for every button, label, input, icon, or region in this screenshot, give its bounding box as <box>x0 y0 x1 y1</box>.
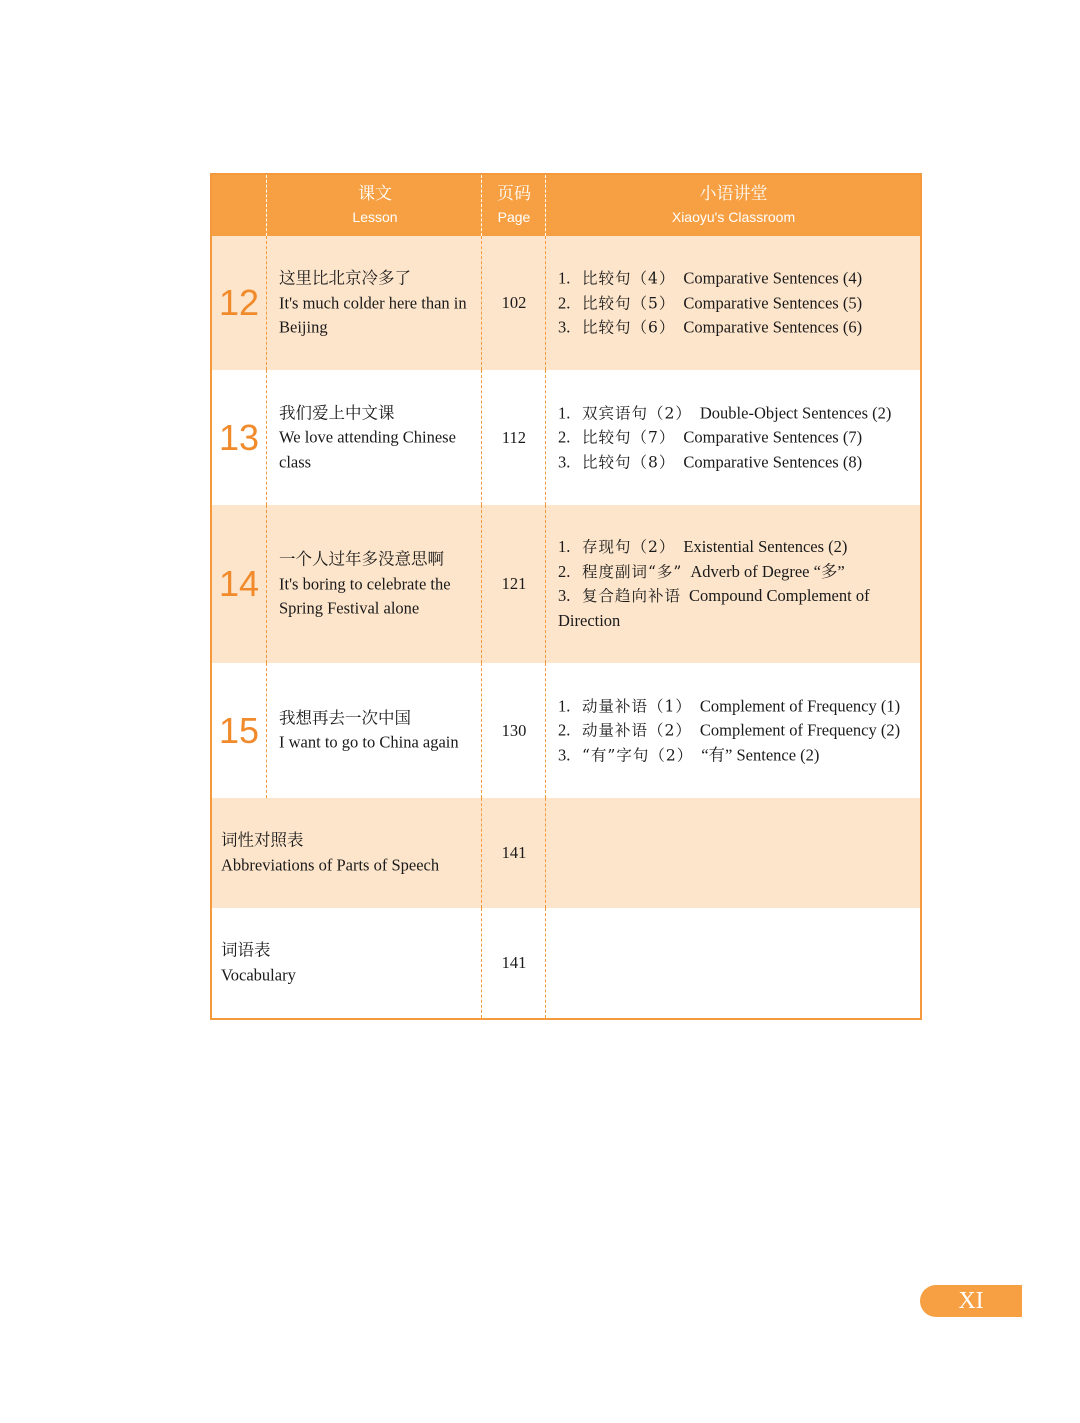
appendix-title-en: Vocabulary <box>221 965 296 984</box>
item-zh: 比较句（6） <box>582 318 676 337</box>
header-page <box>482 175 546 236</box>
appendix-title[interactable] <box>221 939 481 988</box>
header-page-en: Page <box>497 209 531 225</box>
header-lesson <box>268 175 482 236</box>
item-zh: 比较句（7） <box>582 428 676 447</box>
lesson-title[interactable] <box>279 266 479 340</box>
classroom-item <box>558 425 920 450</box>
item-en: Comparative Sentences (7) <box>683 427 863 447</box>
lesson-title-en: It's boring to celebrate the Spring Festival alone <box>279 573 451 618</box>
item-number: 3. <box>558 317 571 337</box>
lesson-title-en: It's much colder here than in Beijing <box>279 292 467 337</box>
page-number-tab: XI <box>920 1285 1022 1317</box>
classroom-item <box>558 315 920 340</box>
appendix-title-en: Abbreviations of Parts of Speech <box>221 855 440 874</box>
item-number: 1. <box>558 695 571 715</box>
item-number: 3. <box>558 586 571 605</box>
item-en: Complement of Frequency (1) <box>699 695 901 715</box>
appendix-row-vocabulary[interactable] <box>212 908 920 1018</box>
header-lesson-en: Lesson <box>352 209 398 225</box>
classroom-items <box>558 266 920 340</box>
header-divider <box>545 175 546 236</box>
header-page-zh: 页码 <box>497 184 531 203</box>
lesson-row-14[interactable] <box>212 505 920 663</box>
lesson-title-zh: 我们爱上中文课 <box>279 402 395 422</box>
item-number: 3. <box>558 744 571 764</box>
header-classroom-zh: 小语讲堂 <box>699 184 768 203</box>
lesson-row-12[interactable] <box>212 236 920 370</box>
lesson-row-13[interactable] <box>212 370 920 505</box>
item-en: Existential Sentences (2) <box>683 537 848 556</box>
lesson-page: 121 <box>501 574 527 593</box>
item-number: 1. <box>558 402 571 422</box>
lesson-title-zh: 我想再去一次中国 <box>279 708 411 727</box>
item-number: 2. <box>558 292 571 312</box>
lesson-number: 12 <box>218 282 260 323</box>
header-divider <box>266 175 267 236</box>
item-en: Adverb of Degree “多” <box>690 561 845 581</box>
item-zh: 复合趋向补语 <box>582 587 682 605</box>
item-number: 3. <box>558 451 571 471</box>
column-divider <box>266 370 267 505</box>
classroom-item <box>558 560 920 585</box>
column-divider <box>266 236 267 370</box>
header-divider <box>481 175 482 236</box>
lesson-page: 112 <box>501 427 527 447</box>
item-zh: 程度副词“多” <box>582 562 683 581</box>
item-zh: 动量补语（1） <box>582 696 692 715</box>
classroom-item <box>558 718 920 743</box>
item-number: 2. <box>558 720 571 740</box>
classroom-item <box>558 535 920 560</box>
item-number: 1. <box>558 268 571 288</box>
lesson-row-15[interactable] <box>212 663 920 798</box>
item-en: Double-Object Sentences (2) <box>699 402 892 422</box>
item-zh: 比较句（5） <box>582 293 676 312</box>
column-divider <box>266 663 267 798</box>
classroom-item <box>558 450 920 475</box>
classroom-item <box>558 584 920 609</box>
classroom-items <box>558 401 920 475</box>
appendix-title-zh: 词语表 <box>221 940 271 960</box>
lesson-title[interactable] <box>279 547 479 621</box>
item-en: Compound Complement of <box>689 586 870 605</box>
classroom-items <box>558 694 920 768</box>
column-divider <box>266 505 267 663</box>
item-en: Comparative Sentences (8) <box>683 451 863 471</box>
item-zh: 比较句（8） <box>582 452 676 471</box>
lesson-title-en: I want to go to China again <box>279 732 459 752</box>
appendix-title-zh: 词性对照表 <box>221 830 304 850</box>
header-classroom-en: Xiaoyu's Classroom <box>671 209 796 225</box>
item-number: 2. <box>558 427 571 447</box>
classroom-item <box>558 266 920 291</box>
lesson-number: 14 <box>218 563 260 604</box>
item-en: “有” Sentence (2) <box>701 744 820 764</box>
item-en: Comparative Sentences (4) <box>683 268 863 288</box>
item-zh: 比较句（4） <box>582 269 676 288</box>
appendix-page: 141 <box>501 843 527 862</box>
table-of-contents <box>210 173 922 1020</box>
item-en: Complement of Frequency (2) <box>699 720 901 740</box>
item-number: 2. <box>558 561 571 581</box>
lesson-title[interactable] <box>279 706 479 755</box>
lesson-title-en: We love attending Chinese class <box>279 427 456 471</box>
lesson-number: 15 <box>218 709 260 751</box>
header-classroom <box>547 175 920 236</box>
header-lesson-zh: 课文 <box>358 184 392 203</box>
item-en: Comparative Sentences (5) <box>683 292 863 312</box>
item-zh: 双宾语句（2） <box>582 403 692 422</box>
classroom-item <box>558 401 920 426</box>
lesson-page: 102 <box>501 293 527 312</box>
appendix-row-parts-of-speech[interactable] <box>212 798 920 908</box>
item-en: Comparative Sentences (6) <box>683 317 863 337</box>
classroom-item <box>558 694 920 719</box>
lesson-title-zh: 这里比北京冷多了 <box>279 268 411 288</box>
classroom-items <box>558 535 920 633</box>
header-number-cell <box>212 175 266 236</box>
item-zh: “有”字句（2） <box>582 745 694 764</box>
classroom-item-continuation: Direction <box>558 610 621 630</box>
classroom-item <box>558 291 920 316</box>
classroom-item <box>558 743 920 768</box>
lesson-page: 130 <box>501 720 527 740</box>
appendix-page: 141 <box>501 953 527 972</box>
item-number: 1. <box>558 537 571 556</box>
lesson-number: 13 <box>218 416 260 458</box>
appendix-title[interactable] <box>221 829 481 878</box>
lesson-title-zh: 一个人过年多没意思啊 <box>279 549 444 569</box>
item-zh: 存现句（2） <box>582 538 676 556</box>
lesson-title[interactable] <box>279 401 479 475</box>
item-zh: 动量补语（2） <box>582 721 692 740</box>
table-header <box>212 175 920 236</box>
